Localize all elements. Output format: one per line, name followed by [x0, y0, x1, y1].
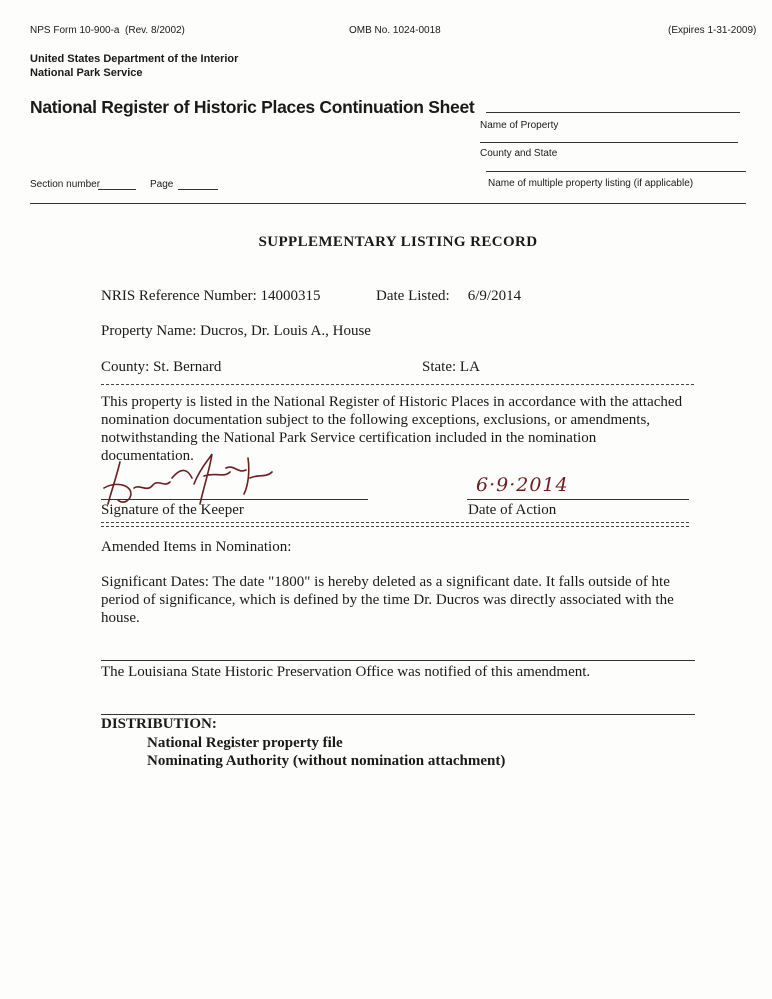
property-name-value: Ducros, Dr. Louis A., House — [200, 323, 371, 339]
distribution-item-2: Nominating Authority (without nomination attachment) — [147, 753, 506, 769]
date-listed-value: 6/9/2014 — [467, 288, 522, 304]
signature-label: Signature of the Keeper — [101, 502, 244, 518]
statement-line-4: documentation. — [101, 448, 194, 464]
date-of-action-line — [467, 499, 689, 500]
distribution-item-1: National Register property file — [147, 735, 343, 751]
page-line — [178, 189, 218, 190]
county-value: St. Bernard — [153, 359, 222, 375]
agency: National Park Service — [30, 67, 143, 79]
section-number-field: Section number — [30, 179, 101, 190]
double-divider-top — [101, 522, 689, 523]
significant-dates-line-1: Significant Dates: The date "1800" is hereby deleted as a significant date. It falls outside of hte — [101, 574, 670, 590]
county-state-label: County and State — [480, 148, 558, 159]
distribution-divider — [101, 714, 695, 715]
property-name: Property Name: Ducros, Dr. Louis A., House — [101, 323, 371, 339]
nris-value: 14000315 — [260, 288, 321, 304]
header-divider — [30, 203, 746, 204]
amended-items-label: Amended Items in Nomination: — [101, 539, 292, 555]
name-of-property-label: Name of Property — [480, 120, 559, 131]
section-number-line — [98, 189, 136, 190]
shpo-notice: The Louisiana State Historic Preservation Office was notified of this amendment. — [101, 664, 591, 680]
name-of-property-line — [486, 112, 740, 113]
shpo-divider — [101, 660, 695, 661]
handwritten-date: 6·9·2014 — [476, 474, 569, 496]
sheet-title: National Register of Historic Places Continuation Sheet — [30, 97, 475, 117]
statement-line-2: nomination documentation subject to the following exceptions, exclusions, or amendments, — [101, 412, 651, 428]
multiple-listing-line — [486, 171, 746, 172]
statement-line-1: This property is listed in the National Register of Historic Places in accordance with the attached — [101, 394, 683, 410]
record-title: SUPPLEMENTARY LISTING RECORD — [258, 234, 538, 250]
dashed-divider — [101, 384, 694, 385]
page-label: Page — [150, 179, 174, 190]
distribution-label: DISTRIBUTION: — [101, 716, 217, 732]
signature-line — [101, 499, 368, 500]
county: County: St. Bernard — [101, 359, 222, 375]
double-divider-bottom — [101, 526, 689, 527]
statement-line-3: notwithstanding the National Park Service certification included in the nomination — [101, 430, 597, 446]
form-id: NPS Form 10-900-a (Rev. 8/2002) — [30, 25, 185, 36]
date-listed: Date Listed: 6/9/2014 — [376, 288, 522, 304]
omb-number: OMB No. 1024-0018 — [349, 25, 441, 36]
department: United States Department of the Interior — [30, 53, 239, 65]
state-value: LA — [459, 359, 480, 375]
multiple-listing-label: Name of multiple property listing (if applicable) — [488, 178, 694, 189]
state: State: LA — [422, 359, 480, 375]
county-state-line — [480, 142, 738, 143]
significant-dates-line-3: house. — [101, 610, 140, 626]
expiration-date: (Expires 1-31-2009) — [668, 25, 757, 36]
date-of-action-label: Date of Action — [468, 502, 557, 518]
significant-dates-line-2: period of significance, which is defined by the time Dr. Ducros was directly associated with the — [101, 592, 674, 608]
nris-reference: NRIS Reference Number: 14000315 — [101, 288, 321, 304]
